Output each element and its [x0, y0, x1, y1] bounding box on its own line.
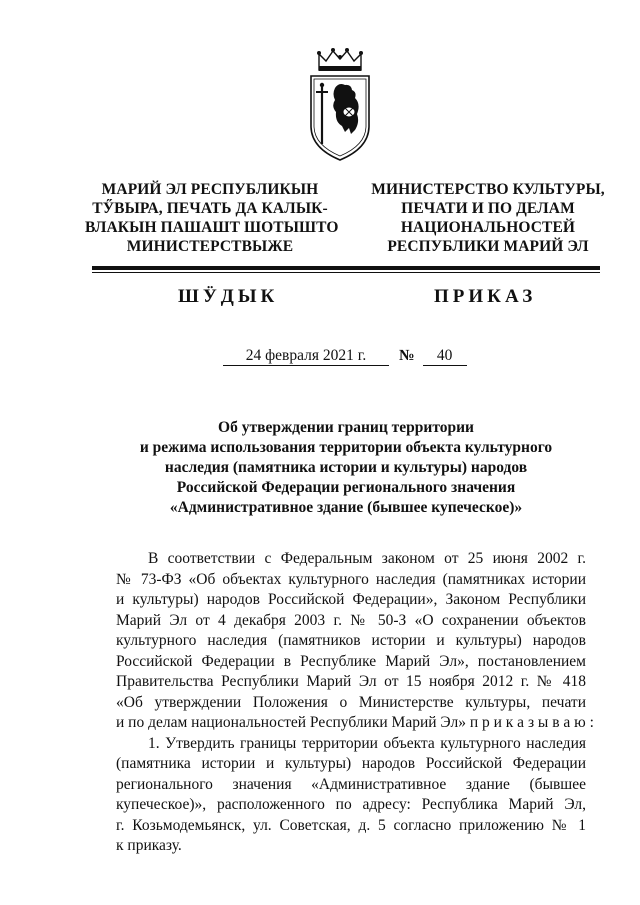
- title-line-3: наследия (памятника истории и культуры) народов: [164, 459, 528, 476]
- header-divider-thick: [92, 266, 600, 270]
- body-line-1: В соответствии с Федеральным законом от 25 июня 2002 г.: [148, 550, 586, 567]
- body-line-10: 1. Утвердить границы территории объекта культурного наследия: [148, 734, 586, 752]
- header-mari: [85, 180, 339, 256]
- header-russian-line-4: РЕСПУБЛИКИ МАРИЙ ЭЛ: [387, 238, 589, 255]
- header-divider-thin: [92, 272, 600, 273]
- header-russian-line-3: НАЦИОНАЛЬНОСТЕЙ: [400, 219, 576, 236]
- header-mari-line-2: ТӲВЫРА, ПЕЧАТЬ ДА КАЛЫК-: [92, 200, 328, 217]
- doc-type-russian: ПРИКАЗ: [434, 286, 537, 307]
- header-russian: [363, 180, 613, 256]
- order-number: 40: [423, 347, 467, 366]
- document-title: [92, 418, 600, 518]
- order-date: 24 февраля 2021 г.: [223, 347, 389, 366]
- body-line-2: № 73-ФЗ «Об объектах культурного наследия (памятниках истории: [116, 570, 586, 588]
- body-line-8: «Об утверждении Положения о Министерстве культуры, печати: [116, 693, 586, 711]
- number-sign: №: [399, 347, 415, 364]
- header-russian-line-1: МИНИСТЕРСТВО КУЛЬТУРЫ,: [371, 181, 605, 198]
- body-line-14: г. Козьмодемьянск, ул. Советская, д. 5 согласно приложению № 1: [116, 816, 586, 834]
- title-line-2: и режима использования территории объекта культурного: [139, 439, 553, 456]
- document-body: [116, 549, 594, 857]
- body-line-9: и по делам национальностей Республики Марий Эл» п р и к а з ы в а ю :: [116, 714, 594, 731]
- header-mari-line-3: ВЛАКЫН ПАШАШТ ШОТЫШТО: [85, 219, 339, 236]
- body-line-7: Правительства Республики Марий Эл от 15 ноября 2012 г. № 418: [116, 673, 586, 690]
- body-line-6: Российской Федерации в Республике Марий Эл», постановлением: [116, 652, 586, 670]
- body-line-12: регионального значения «Административное здание (бывшее: [116, 775, 586, 793]
- header-russian-line-2: ПЕЧАТИ И ПО ДЕЛАМ: [401, 200, 575, 217]
- title-line-5: «Административное здание (бывшее купеческое)»: [169, 499, 523, 516]
- body-line-4: Марий Эл от 4 декабря 2003 г. № 50-З «О сохранении объектов: [116, 611, 586, 629]
- title-line-1: Об утверждении границ территории: [218, 419, 474, 436]
- header-mari-line-4: МИНИСТЕРСТВЫЖЕ: [126, 238, 294, 255]
- title-line-4: Российской Федерации регионального значения: [176, 479, 516, 496]
- body-line-5: культурного наследия (памятников истории и культуры) народов: [116, 632, 586, 649]
- doc-type-mari: ШӰДЫК: [178, 286, 279, 307]
- body-line-13: купеческое)», расположенного по адресу: Республика Марий Эл,: [116, 796, 586, 813]
- header-mari-line-1: МАРИЙ ЭЛ РЕСПУБЛИКЫН: [101, 181, 319, 198]
- body-line-3: и культуры) народов Российской Федерации», Законом Республики: [116, 591, 586, 608]
- date-number-line: [223, 347, 467, 366]
- body-line-11: (памятника истории и культуры) народов Российской Федерации: [116, 755, 586, 772]
- coat-of-arms-mari-el-icon: [305, 48, 375, 163]
- body-line-15: к приказу.: [116, 837, 182, 854]
